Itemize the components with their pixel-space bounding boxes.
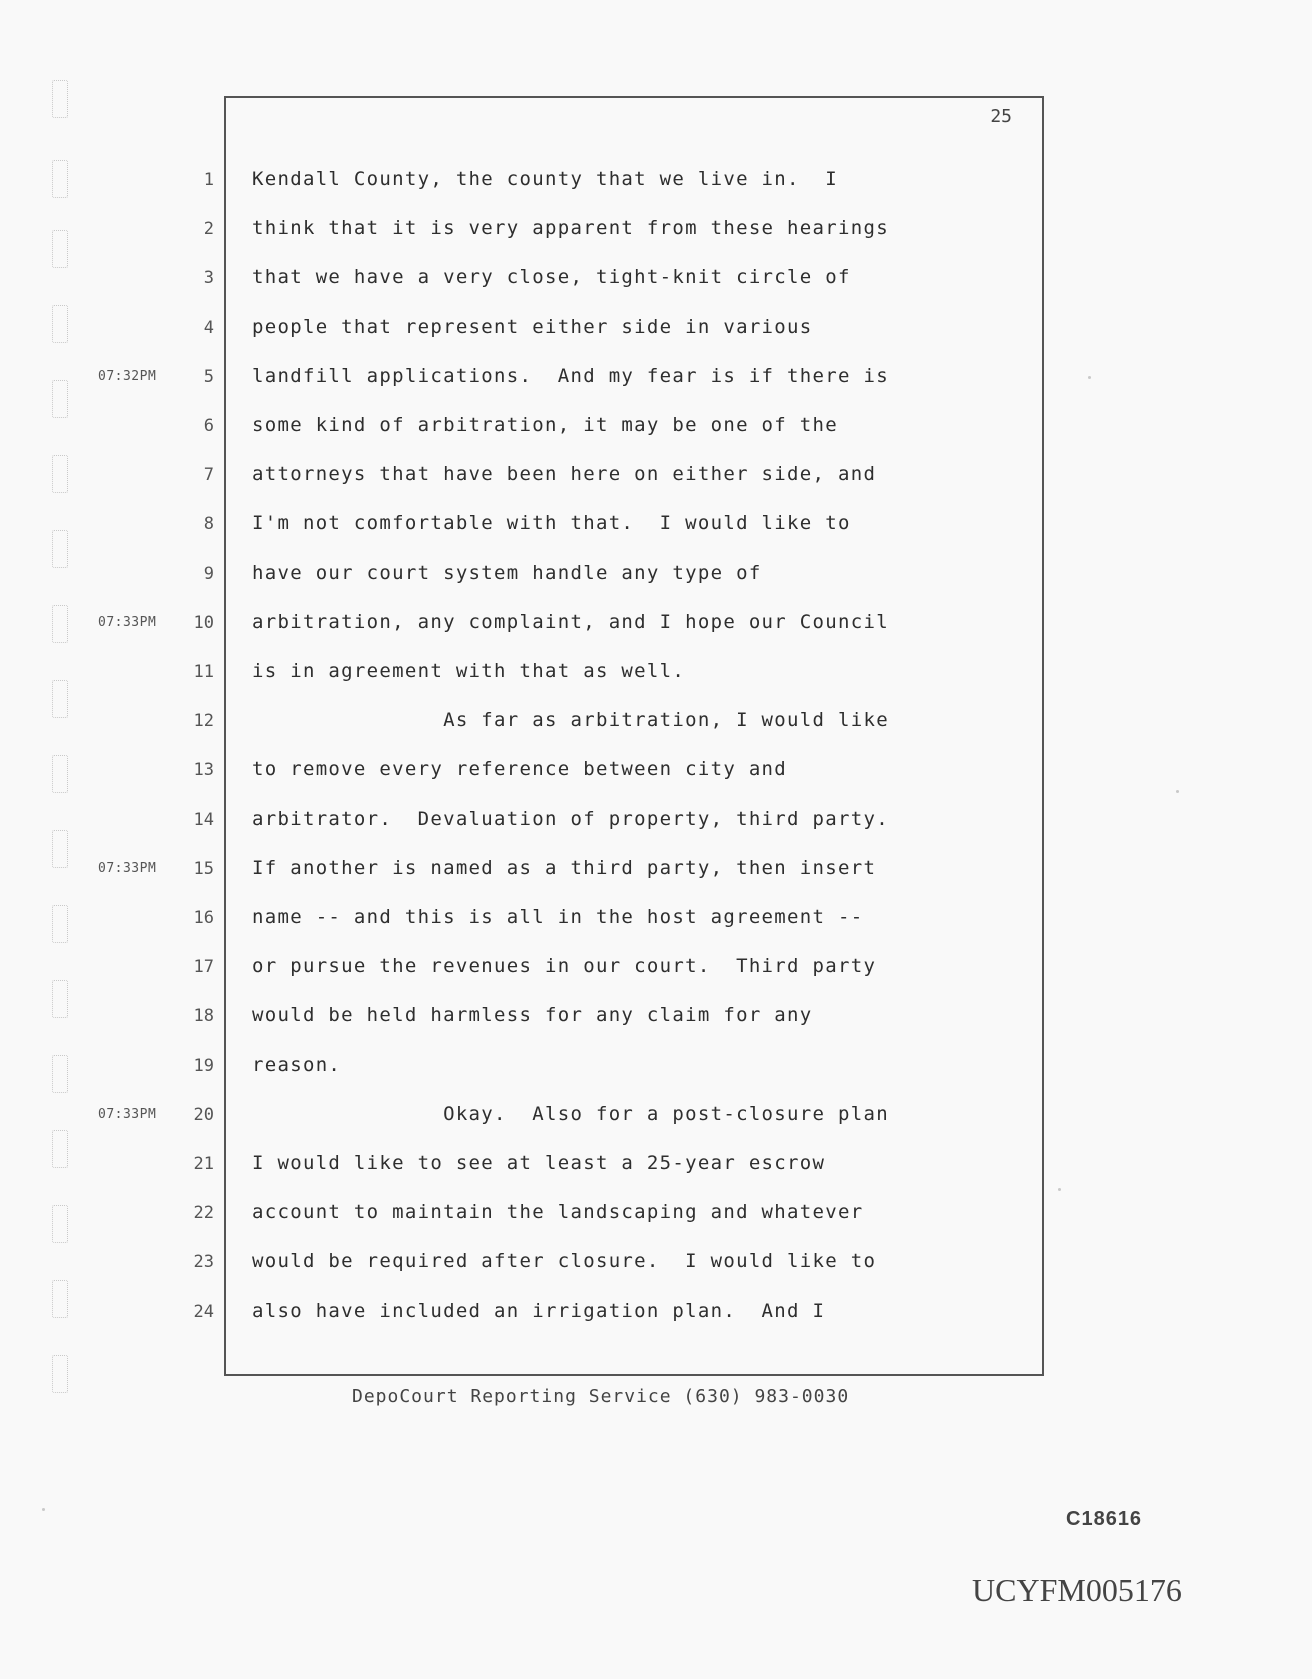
line-text: account to maintain the landscaping and whatever <box>252 1201 864 1224</box>
line-text: have our court system handle any type of <box>252 561 762 584</box>
transcript-line <box>0 410 1312 440</box>
reporter-footer: DepoCourt Reporting Service (630) 983-0030 <box>352 1386 850 1407</box>
transcript-line <box>0 1246 1312 1276</box>
line-text: name -- and this is all in the host agreement -- <box>252 906 864 928</box>
line-text: some kind of arbitration, it may be one of the <box>252 414 838 436</box>
line-number: 10 <box>193 612 214 633</box>
transcript-line <box>0 1148 1312 1178</box>
line-text: landfill applications. And my fear is if there is <box>252 364 889 387</box>
transcript-line <box>0 1296 1312 1326</box>
scan-speck <box>1058 1188 1061 1191</box>
line-number: 11 <box>193 662 214 682</box>
page-number: 25 <box>990 106 1012 127</box>
line-number: 15 <box>193 858 214 879</box>
line-text: I would like to see at least a 25-year escrow <box>252 1152 826 1174</box>
transcript-line <box>0 1000 1312 1030</box>
transcript-line <box>0 804 1312 834</box>
line-text: If another is named as a third party, then insert <box>252 856 877 879</box>
transcript-line <box>0 1197 1312 1227</box>
line-number: 21 <box>193 1154 214 1174</box>
line-number: 2 <box>203 219 214 240</box>
line-timestamp: 07:32PM <box>98 368 157 384</box>
transcript-line <box>0 1050 1312 1080</box>
line-number: 8 <box>203 514 214 535</box>
line-text: or pursue the revenues in our court. Third party <box>252 955 877 978</box>
line-text: arbitration, any complaint, and I hope our Council <box>252 610 889 633</box>
line-text: that we have a very close, tight-knit circle of <box>252 266 851 289</box>
line-number: 7 <box>203 465 214 486</box>
line-number: 3 <box>203 268 214 289</box>
line-number: 12 <box>193 711 214 732</box>
transcript-line <box>0 705 1312 735</box>
transcript-line <box>0 312 1312 342</box>
transcript-line <box>0 262 1312 292</box>
line-number: 20 <box>193 1104 214 1125</box>
transcript-line <box>0 459 1312 489</box>
transcript-line <box>0 361 1312 391</box>
line-number: 14 <box>193 809 214 830</box>
line-text: also have included an irrigation plan. And I <box>252 1299 826 1322</box>
line-text: reason. <box>252 1053 342 1076</box>
line-text: arbitrator. Devaluation of property, third party. <box>252 807 889 830</box>
line-number: 5 <box>203 366 214 387</box>
line-number: 22 <box>193 1203 214 1224</box>
line-text: attorneys that have been here on either side, and <box>252 463 877 486</box>
transcript-line <box>0 656 1312 686</box>
line-number: 16 <box>193 908 214 928</box>
line-number: 19 <box>193 1055 214 1076</box>
transcript-line <box>0 558 1312 588</box>
scan-speck <box>1176 790 1179 793</box>
binder-hole <box>52 80 68 118</box>
line-number: 1 <box>203 170 214 190</box>
line-text: Okay. Also for a post-closure plan <box>252 1102 889 1125</box>
transcript-line <box>0 213 1312 243</box>
line-text: to remove every reference between city and <box>252 758 788 781</box>
line-text: people that represent either side in various <box>252 315 813 338</box>
line-text: think that it is very apparent from these hearings <box>252 217 889 240</box>
control-code: C18616 <box>1066 1508 1143 1530</box>
line-timestamp: 07:33PM <box>98 860 157 876</box>
line-number: 23 <box>193 1252 214 1273</box>
transcript-line <box>0 951 1312 981</box>
line-number: 17 <box>193 957 214 978</box>
line-timestamp: 07:33PM <box>98 614 157 630</box>
line-number: 4 <box>203 317 214 338</box>
scan-speck <box>42 1508 45 1511</box>
transcript-line <box>0 853 1312 883</box>
line-number: 18 <box>193 1006 214 1027</box>
line-text: Kendall County, the county that we live in. I <box>252 168 838 190</box>
line-text: As far as arbitration, I would like <box>252 709 889 732</box>
transcript-line <box>0 902 1312 932</box>
line-number: 24 <box>193 1301 214 1322</box>
transcript-line <box>0 508 1312 538</box>
transcript-line <box>0 164 1312 194</box>
binder-hole <box>52 1355 68 1393</box>
line-text: I'm not comfortable with that. I would like to <box>252 512 851 535</box>
line-number: 9 <box>203 563 214 584</box>
scan-speck <box>1088 376 1091 379</box>
line-number: 13 <box>193 760 214 781</box>
bates-number: UCYFM005176 <box>972 1572 1182 1608</box>
transcript-line <box>0 607 1312 637</box>
transcript-line <box>0 754 1312 784</box>
line-timestamp: 07:33PM <box>98 1106 157 1122</box>
line-text: would be held harmless for any claim for any <box>252 1004 813 1027</box>
line-text: is in agreement with that as well. <box>252 660 686 682</box>
transcript-line <box>0 1099 1312 1129</box>
line-text: would be required after closure. I would like to <box>252 1250 877 1273</box>
line-number: 6 <box>203 416 214 436</box>
